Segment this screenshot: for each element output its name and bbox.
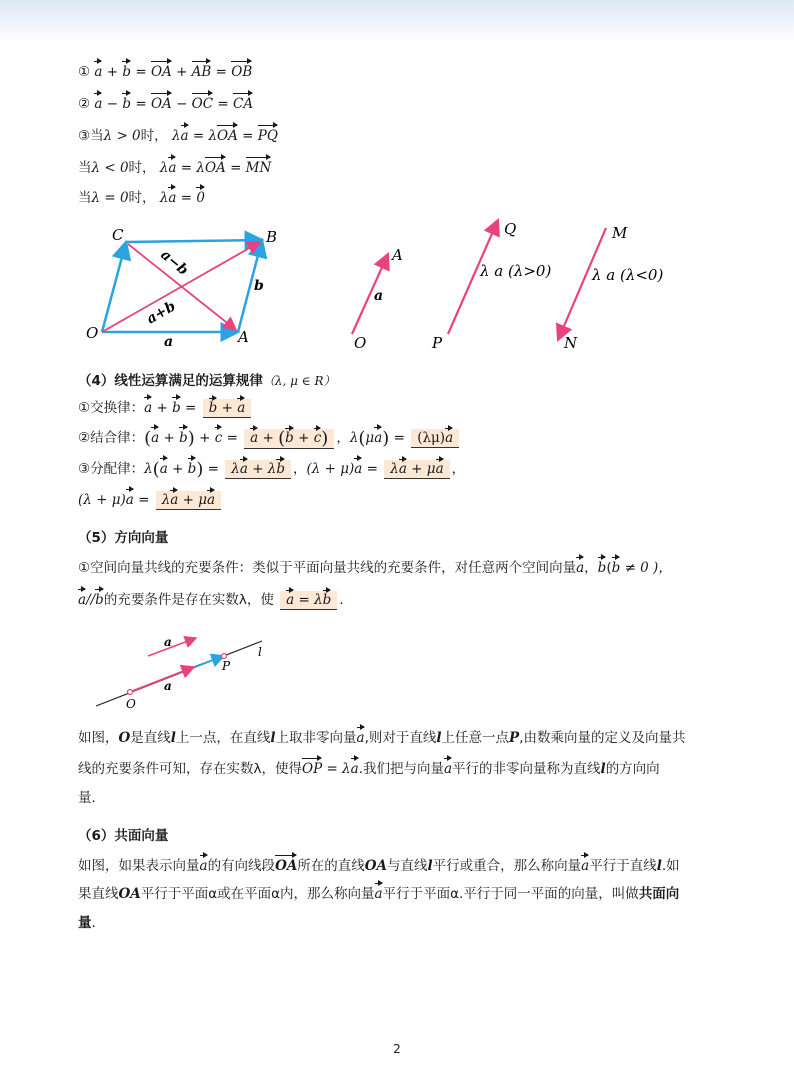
section4-heading: （4）线性运算满足的运算规律（λ, μ ∈ R）: [78, 373, 336, 389]
label-a-plus-b: a+b: [144, 298, 179, 328]
page-number: 2: [393, 1042, 401, 1056]
direction-vector-figure: [90, 628, 290, 714]
label-O: O: [86, 324, 99, 342]
blank-distributive-3: λa + μa: [156, 491, 221, 510]
diagonal-CA: [128, 244, 236, 330]
direction-vector-para1: 如图，O是直线l上一点，在直线l上取非零向量a,则对于直线l上任意一点P,由数乘向量的定义及向量共: [78, 730, 686, 746]
parallelogram-diagram: [86, 226, 277, 350]
vector-a-diagram: [352, 246, 403, 352]
blank-collinear: a = λb: [280, 591, 337, 610]
label-side-b: b: [254, 278, 264, 294]
vector-a-on-line: [130, 667, 194, 692]
commutative-law: ①交换律：a + b = b + a: [78, 398, 253, 418]
positive-scalar-diagram: [431, 220, 551, 352]
formula-sub: ② a − b = OA − OC = CA: [78, 96, 254, 112]
label-M: M: [612, 224, 628, 242]
vector-figure: [78, 218, 698, 358]
section5-heading: （5）方向向量: [78, 530, 169, 546]
vector-a-top: [148, 638, 196, 656]
coplanar-para2: 果直线OA平行于平面α或在平面α内，那么称向量a平行于平面α.平行于同一平面的向量，叫做共面向: [78, 886, 680, 902]
blank-distributive-2: λa + μa: [384, 460, 449, 479]
label-neg: λ a (λ<0): [592, 266, 664, 284]
label-Q: Q: [504, 220, 517, 238]
coplanar-para3: 量．: [78, 915, 105, 931]
blank-commutative: b + a: [203, 399, 252, 418]
formula-scalar-pos: ③当λ > 0时， λa = λOA = PQ: [78, 128, 278, 144]
label-A: A: [238, 328, 249, 346]
svg-text:O: O: [126, 697, 136, 711]
label-v-A: A: [392, 246, 403, 264]
blank-scalar-assoc: (λμ)a: [411, 429, 459, 448]
svg-text:a: a: [164, 679, 172, 693]
distributive-law: ③分配律：λ(a + b) = λa + λb ，(λ + μ)a = λa + μa ，: [78, 459, 466, 480]
blank-associative: a + (b + c): [244, 429, 334, 449]
direction-vector-para3: 量．: [78, 790, 105, 806]
blank-distributive-1: λa + λb: [225, 460, 291, 479]
label-v-a: a: [374, 288, 384, 304]
collinear-condition-line2: a//b的充要条件是存在实数λ，使 a = λb ．: [78, 592, 353, 608]
formula-scalar-zero: 当λ = 0时， λa = 0: [78, 190, 205, 206]
formula-add: ① a + b = OA + AB = OB: [78, 64, 253, 80]
associative-law: ②结合律：(a + b) + c = a + (b + c) ，λ(μa) = (λμ)a: [78, 428, 461, 449]
svg-text:P: P: [222, 659, 231, 673]
label-side-a: a: [164, 334, 174, 350]
collinear-condition-line1: ①空间向量共线的充要条件：类似于平面向量共线的充要条件，对任意两个空间向量a，b(b ≠ 0 )，: [78, 560, 672, 576]
header-band: [0, 0, 794, 42]
edge-CB: [126, 240, 262, 242]
svg-text:l: l: [258, 645, 262, 659]
label-N: N: [564, 334, 578, 352]
svg-text:a: a: [164, 635, 172, 649]
edge-OC: [102, 242, 126, 332]
formula-scalar-neg: 当λ < 0时， λa = λOA = MN: [78, 160, 272, 176]
label-C: C: [112, 226, 124, 244]
label-B: B: [266, 228, 278, 246]
label-v-O: O: [354, 334, 367, 352]
vector-OP: [194, 656, 224, 667]
direction-vector-para2: 线的充要条件可知，存在实数λ，使得OP = λa.我们把与向量a平行的非零向量称为直线l的方向向: [78, 761, 660, 777]
section6-heading: （6）共面向量: [78, 828, 169, 844]
label-a-minus-b: a−b: [157, 246, 192, 279]
distributive-law-2: (λ + μ)a = λa + μa: [78, 490, 223, 510]
label-P: P: [432, 334, 443, 352]
coplanar-para1: 如图，如果表示向量a的有向线段OA所在的直线OA与直线l平行或重合，那么称向量a平行于直线l.如: [78, 858, 680, 874]
negative-scalar-diagram: [558, 224, 663, 352]
label-pos: λ a (λ>0): [480, 262, 552, 280]
